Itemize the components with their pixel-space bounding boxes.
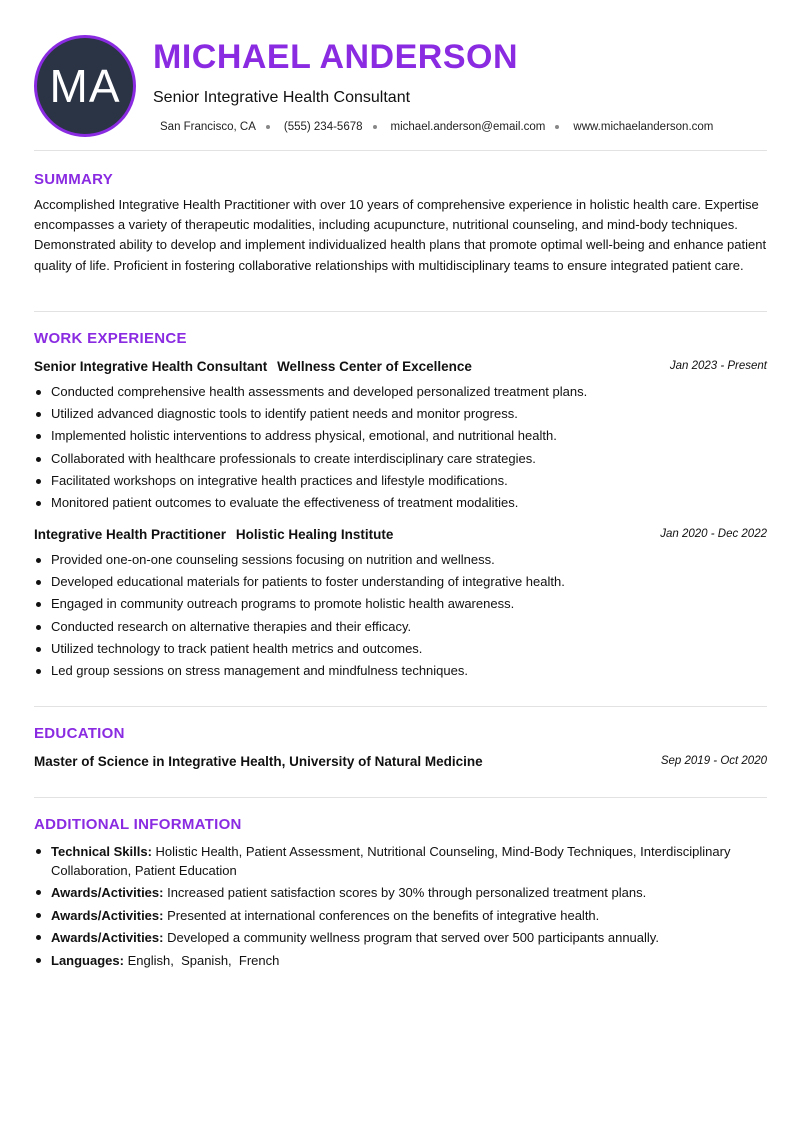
- additional-info-heading: ADDITIONAL INFORMATION: [34, 816, 242, 833]
- contact-email[interactable]: michael.anderson@email.com: [390, 121, 546, 133]
- list-item: Monitored patient outcomes to evaluate the effectiveness of treatment modalities.: [34, 492, 767, 514]
- item-label: Technical Skills:: [51, 844, 152, 859]
- education-heading: EDUCATION: [34, 725, 125, 742]
- item-text: Holistic Health, Patient Assessment, Nutritional Counseling, Mind-Body Techniques, Interdisciplinary Collaboration, Patient Education: [51, 844, 731, 878]
- contact-location: San Francisco, CA: [160, 121, 256, 133]
- job-header: [34, 359, 767, 374]
- job-bullet-list: [34, 381, 767, 514]
- item-label: Awards/Activities:: [51, 907, 164, 923]
- separator-dot-icon: [373, 125, 377, 129]
- item-text: Increased patient satisfaction scores by 30% through personalized treatment plans.: [167, 885, 647, 901]
- separator-dot-icon: [266, 125, 270, 129]
- list-item: Utilized advanced diagnostic tools to identify patient needs and monitor progress.: [34, 403, 767, 425]
- divider: [34, 797, 767, 798]
- contact-phone: (555) 234-5678: [283, 121, 363, 133]
- job-company: Holistic Healing Institute: [235, 527, 394, 542]
- education-entry: [34, 754, 767, 769]
- list-item: Conducted comprehensive health assessments and developed personalized treatment plans.: [34, 381, 767, 403]
- avatar-initials: MA: [49, 60, 121, 112]
- job-header: [34, 527, 767, 542]
- list-item: Facilitated workshops on integrative health practices and lifestyle modifications.: [34, 470, 767, 492]
- item-label: Awards/Activities:: [51, 885, 164, 901]
- list-item: Provided one-on-one counseling sessions focusing on nutrition and wellness.: [34, 549, 767, 571]
- candidate-title: Senior Integrative Health Consultant: [153, 89, 411, 106]
- list-item: [34, 883, 767, 902]
- item-label: Awards/Activities:: [51, 930, 164, 946]
- list-item: [34, 951, 767, 970]
- job-role: Senior Integrative Health Consultant: [34, 359, 268, 374]
- item-label: Languages:: [51, 952, 124, 968]
- list-item: Collaborated with healthcare professionals to create interdisciplinary care strategies.: [34, 448, 767, 470]
- summary-heading: SUMMARY: [34, 171, 114, 188]
- contact-website[interactable]: www.michaelanderson.com: [573, 121, 714, 133]
- education-dates: Sep 2019 - Oct 2020: [660, 755, 767, 767]
- divider: [34, 150, 767, 151]
- contact-info: [160, 121, 713, 133]
- list-item: Conducted research on alternative therapies and their efficacy.: [34, 616, 767, 638]
- item-text: Presented at international conferences on the benefits of integrative health.: [167, 907, 600, 923]
- avatar: [34, 35, 136, 137]
- item-text: English, Spanish, French: [127, 952, 280, 968]
- divider: [34, 311, 767, 312]
- additional-info-list: [34, 842, 767, 973]
- list-item: Led group sessions on stress management and mindfulness techniques.: [34, 660, 767, 682]
- job-bullet-list: [34, 549, 767, 682]
- job-company: Wellness Center of Excellence: [277, 359, 472, 374]
- list-item: Utilized technology to track patient health metrics and outcomes.: [34, 638, 767, 660]
- job-role: Integrative Health Practitioner: [34, 527, 227, 542]
- job-dates: Jan 2020 - Dec 2022: [660, 528, 767, 540]
- education-degree: Master of Science in Integrative Health, University of Natural Medicine: [34, 754, 483, 769]
- separator-dot-icon: [555, 125, 559, 129]
- list-item: Engaged in community outreach programs to promote holistic health awareness.: [34, 593, 767, 615]
- list-item: Developed educational materials for patients to foster understanding of integrative health.: [34, 571, 767, 593]
- summary-text: Accomplished Integrative Health Practitioner with over 10 years of comprehensive experience in holistic health care. Expertise encompasses a variety of therapeutic modalities, including acupuncture, nutritional counseling, and mind-body techniques. Demonstrated ability to develop and implement individualized health plans that promote optimal well-being and enhance patient quality of life. Proficient in fostering collaborative relationships with multidisciplinary teams to ensure integrated patient care.: [34, 197, 767, 273]
- item-text: Developed a community wellness program that served over 500 participants annually.: [167, 930, 659, 946]
- list-item: [34, 906, 767, 925]
- list-item: Implemented holistic interventions to address physical, emotional, and nutritional health.: [34, 425, 767, 447]
- job-dates: Jan 2023 - Present: [669, 360, 767, 372]
- candidate-name: MICHAEL ANDERSON: [153, 38, 519, 76]
- work-experience-heading: WORK EXPERIENCE: [34, 330, 187, 347]
- list-item: [34, 928, 767, 947]
- divider: [34, 706, 767, 707]
- list-item: [34, 842, 767, 880]
